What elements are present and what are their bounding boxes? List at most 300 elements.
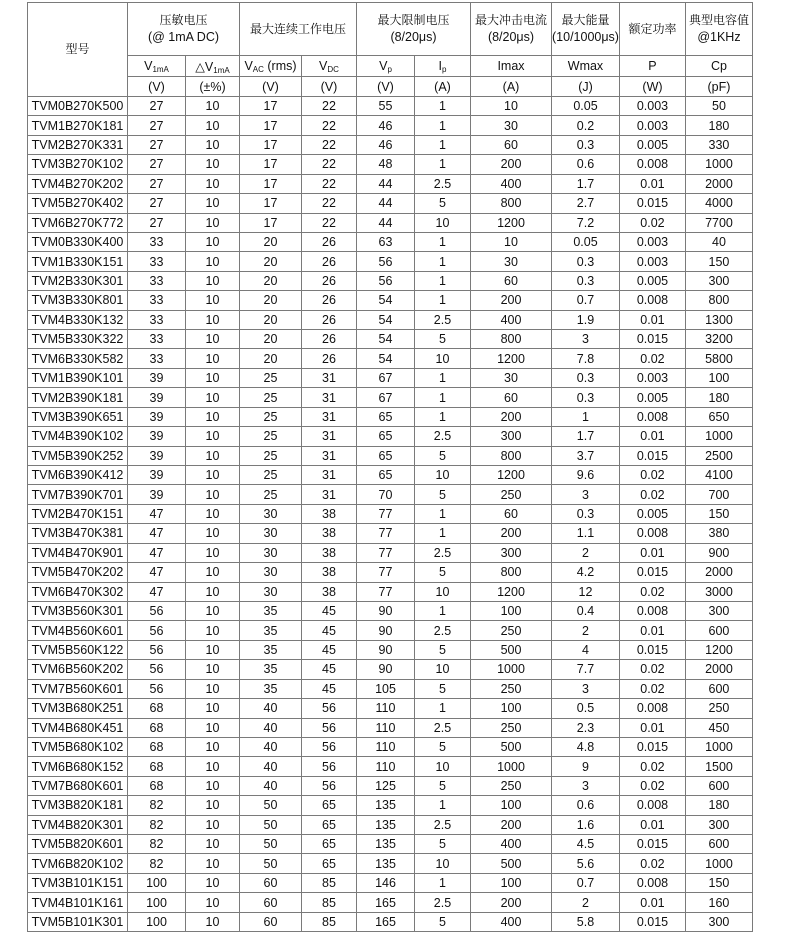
value-cell: 5 [415,485,471,504]
value-cell: 55 [357,97,415,116]
value-cell: 2000 [685,174,752,193]
model-cell: TVM1B330K151 [28,252,128,271]
value-cell: 10 [186,97,240,116]
value-cell: 56 [302,718,357,737]
value-cell: 45 [302,601,357,620]
value-cell: 150 [685,873,752,892]
value-cell: 60 [471,271,552,290]
value-cell: 10 [186,737,240,756]
value-cell: 1500 [685,757,752,776]
value-cell: 65 [302,854,357,873]
value-cell: 5 [415,194,471,213]
value-cell: 56 [357,252,415,271]
value-cell: 200 [471,524,552,543]
value-cell: 2 [552,543,620,562]
unit-cell: (V) [302,77,357,97]
value-cell: 90 [357,621,415,640]
unit-cell: (J) [552,77,620,97]
value-cell: 1 [415,291,471,310]
value-cell: 500 [471,640,552,659]
value-cell: 400 [471,912,552,931]
value-cell: 10 [415,854,471,873]
value-cell: 33 [128,291,186,310]
value-cell: 1000 [471,757,552,776]
value-cell: 10 [186,232,240,251]
symbol-delta-v1ma: $\triangle V_{1mA}$ [186,56,240,77]
model-cell: TVM5B101K301 [28,912,128,931]
value-cell: 600 [685,835,752,854]
value-cell: 77 [357,563,415,582]
table-row [28,446,753,465]
value-cell: 0.7 [552,291,620,310]
model-cell: TVM6B680K152 [28,757,128,776]
value-cell: 20 [240,330,302,349]
symbol-p: P [619,56,685,77]
value-cell: 65 [357,446,415,465]
value-cell: 63 [357,232,415,251]
value-cell: 2.5 [415,310,471,329]
table-row [28,563,753,582]
value-cell: 56 [302,737,357,756]
value-cell: 44 [357,174,415,193]
value-cell: 17 [240,194,302,213]
table-row [28,485,753,504]
value-cell: 4.8 [552,737,620,756]
table-row [28,330,753,349]
value-cell: 2.5 [415,621,471,640]
value-cell: 1000 [685,737,752,756]
value-cell: 10 [471,232,552,251]
value-cell: 50 [240,815,302,834]
value-cell: 7.7 [552,660,620,679]
value-cell: 67 [357,368,415,387]
value-cell: 35 [240,640,302,659]
value-cell: 5 [415,330,471,349]
value-cell: 10 [186,601,240,620]
value-cell: 0.05 [552,232,620,251]
value-cell: 10 [186,718,240,737]
value-cell: 1 [415,873,471,892]
value-cell: 1200 [471,466,552,485]
unit-cell: (A) [415,77,471,97]
value-cell: 10 [186,640,240,659]
unit-cell: (V) [128,77,186,97]
value-cell: 10 [186,330,240,349]
model-cell: TVM7B680K601 [28,776,128,795]
value-cell: 0.02 [619,776,685,795]
value-cell: 10 [186,873,240,892]
value-cell: 22 [302,213,357,232]
header-max-continuous-voltage [240,3,357,56]
value-cell: 10 [186,427,240,446]
value-cell: 31 [302,466,357,485]
value-cell: 10 [471,97,552,116]
value-cell: 100 [128,873,186,892]
value-cell: 0.01 [619,893,685,912]
value-cell: 1.7 [552,427,620,446]
value-cell: 0.003 [619,252,685,271]
value-cell: 1000 [685,854,752,873]
value-cell: 0.5 [552,699,620,718]
value-cell: 0.4 [552,601,620,620]
value-cell: 47 [128,543,186,562]
value-cell: 10 [186,466,240,485]
value-cell: 0.02 [619,485,685,504]
value-cell: 90 [357,640,415,659]
varistor-spec-table [27,2,753,932]
value-cell: 10 [186,757,240,776]
value-cell: 1 [415,135,471,154]
value-cell: 0.003 [619,97,685,116]
value-cell: 45 [302,640,357,659]
model-cell: TVM6B470K302 [28,582,128,601]
model-cell: TVM4B470K901 [28,543,128,562]
value-cell: 5 [415,835,471,854]
value-cell: 5 [415,640,471,659]
value-cell: 10 [415,660,471,679]
value-cell: 0.02 [619,582,685,601]
value-cell: 85 [302,873,357,892]
value-cell: 650 [685,407,752,426]
value-cell: 200 [471,893,552,912]
value-cell: 65 [302,815,357,834]
value-cell: 56 [302,699,357,718]
value-cell: 35 [240,660,302,679]
model-cell: TVM3B680K251 [28,699,128,718]
value-cell: 200 [471,155,552,174]
model-cell: TVM3B270K102 [28,155,128,174]
table-row [28,912,753,931]
model-cell: TVM5B270K402 [28,194,128,213]
value-cell: 250 [685,699,752,718]
value-cell: 65 [302,796,357,815]
value-cell: 56 [302,757,357,776]
value-cell: 800 [471,563,552,582]
value-cell: 10 [186,524,240,543]
value-cell: 700 [685,485,752,504]
table-row [28,699,753,718]
unit-cell: (W) [619,77,685,97]
value-cell: 0.01 [619,310,685,329]
value-cell: 100 [471,796,552,815]
value-cell: 2000 [685,563,752,582]
value-cell: 40 [240,718,302,737]
value-cell: 10 [186,116,240,135]
value-cell: 0.008 [619,796,685,815]
value-cell: 10 [186,660,240,679]
value-cell: 3 [552,776,620,795]
value-cell: 2 [552,621,620,640]
value-cell: 2.3 [552,718,620,737]
value-cell: 0.02 [619,466,685,485]
value-cell: 2.5 [415,893,471,912]
value-cell: 25 [240,388,302,407]
header-varistor-voltage [128,3,240,56]
value-cell: 3200 [685,330,752,349]
value-cell: 5 [415,446,471,465]
value-cell: 56 [128,660,186,679]
model-cell: TVM1B390K101 [28,368,128,387]
table-row [28,116,753,135]
value-cell: 30 [240,582,302,601]
value-cell: 30 [471,368,552,387]
value-cell: 200 [471,291,552,310]
value-cell: 20 [240,232,302,251]
value-cell: 40 [240,737,302,756]
value-cell: 10 [186,135,240,154]
value-cell: 1 [415,601,471,620]
value-cell: 10 [186,699,240,718]
table-row [28,601,753,620]
symbol-imax: Imax [471,56,552,77]
value-cell: 2.7 [552,194,620,213]
value-cell: 30 [240,524,302,543]
table-row [28,194,753,213]
value-cell: 26 [302,232,357,251]
value-cell: 1 [415,504,471,523]
value-cell: 600 [685,776,752,795]
value-cell: 0.005 [619,135,685,154]
value-cell: 44 [357,194,415,213]
value-cell: 1 [552,407,620,426]
value-cell: 250 [471,679,552,698]
value-cell: 3 [552,485,620,504]
value-cell: 25 [240,485,302,504]
header-group-row [28,3,753,56]
value-cell: 2500 [685,446,752,465]
table-row [28,232,753,251]
value-cell: 65 [302,835,357,854]
header-group-title: 最大冲击电流 [474,13,547,27]
value-cell: 0.015 [619,640,685,659]
value-cell: 0.005 [619,388,685,407]
table-row [28,582,753,601]
value-cell: 0.02 [619,757,685,776]
model-cell: TVM6B330K582 [28,349,128,368]
value-cell: 0.6 [552,155,620,174]
value-cell: 1 [415,388,471,407]
value-cell: 146 [357,873,415,892]
model-cell: TVM6B270K772 [28,213,128,232]
value-cell: 1 [415,699,471,718]
value-cell: 1000 [685,427,752,446]
value-cell: 1200 [471,349,552,368]
value-cell: 10 [186,291,240,310]
value-cell: 10 [186,194,240,213]
value-cell: 1.7 [552,174,620,193]
value-cell: 250 [471,621,552,640]
model-cell: TVM6B560K202 [28,660,128,679]
value-cell: 44 [357,213,415,232]
value-cell: 400 [471,174,552,193]
value-cell: 1.9 [552,310,620,329]
model-cell: TVM4B560K601 [28,621,128,640]
value-cell: 90 [357,660,415,679]
value-cell: 47 [128,582,186,601]
value-cell: 5 [415,679,471,698]
value-cell: 135 [357,854,415,873]
value-cell: 0.2 [552,116,620,135]
table-row [28,873,753,892]
value-cell: 4000 [685,194,752,213]
value-cell: 77 [357,524,415,543]
value-cell: 67 [357,388,415,407]
value-cell: 68 [128,776,186,795]
header-rated-power [619,3,685,56]
value-cell: 10 [186,621,240,640]
value-cell: 39 [128,427,186,446]
value-cell: 2.5 [415,815,471,834]
value-cell: 1 [415,271,471,290]
value-cell: 1 [415,97,471,116]
value-cell: 0.008 [619,601,685,620]
value-cell: 4.2 [552,563,620,582]
value-cell: 0.05 [552,97,620,116]
value-cell: 56 [128,621,186,640]
value-cell: 17 [240,116,302,135]
header-typical-capacitance [685,3,752,56]
value-cell: 1 [415,407,471,426]
model-cell: TVM4B820K301 [28,815,128,834]
value-cell: 38 [302,543,357,562]
model-cell: TVM6B820K102 [28,854,128,873]
value-cell: 77 [357,582,415,601]
value-cell: 10 [186,271,240,290]
table-row [28,640,753,659]
value-cell: 1200 [471,582,552,601]
value-cell: 17 [240,213,302,232]
value-cell: 150 [685,504,752,523]
model-cell: TVM4B680K451 [28,718,128,737]
value-cell: 110 [357,757,415,776]
value-cell: 3.7 [552,446,620,465]
value-cell: 90 [357,601,415,620]
value-cell: 1 [415,796,471,815]
value-cell: 900 [685,543,752,562]
value-cell: 500 [471,854,552,873]
value-cell: 82 [128,796,186,815]
value-cell: 0.3 [552,368,620,387]
value-cell: 110 [357,699,415,718]
table-row [28,718,753,737]
value-cell: 22 [302,135,357,154]
value-cell: 77 [357,543,415,562]
value-cell: 300 [685,912,752,931]
value-cell: 54 [357,330,415,349]
value-cell: 26 [302,291,357,310]
value-cell: 10 [186,563,240,582]
model-cell: TVM4B270K202 [28,174,128,193]
value-cell: 0.02 [619,213,685,232]
table-row [28,291,753,310]
table-row [28,466,753,485]
value-cell: 40 [240,776,302,795]
value-cell: 5.6 [552,854,620,873]
value-cell: 100 [471,699,552,718]
value-cell: 300 [471,427,552,446]
model-cell: TVM3B560K301 [28,601,128,620]
value-cell: 27 [128,97,186,116]
value-cell: 25 [240,407,302,426]
value-cell: 40 [240,757,302,776]
value-cell: 22 [302,194,357,213]
value-cell: 35 [240,601,302,620]
value-cell: 35 [240,621,302,640]
value-cell: 33 [128,310,186,329]
value-cell: 60 [471,135,552,154]
table-row [28,427,753,446]
value-cell: 56 [128,640,186,659]
value-cell: 22 [302,174,357,193]
value-cell: 135 [357,835,415,854]
value-cell: 22 [302,97,357,116]
value-cell: 10 [186,796,240,815]
model-cell: TVM5B680K102 [28,737,128,756]
header-group-condition: @1KHz [697,30,741,44]
value-cell: 0.005 [619,504,685,523]
value-cell: 47 [128,563,186,582]
value-cell: 100 [471,873,552,892]
value-cell: 0.3 [552,388,620,407]
value-cell: 56 [357,271,415,290]
model-cell: TVM4B330K132 [28,310,128,329]
value-cell: 20 [240,252,302,271]
value-cell: 68 [128,718,186,737]
value-cell: 39 [128,485,186,504]
header-group-title: 额定功率 [628,21,677,36]
model-cell: TVM6B390K412 [28,466,128,485]
value-cell: 25 [240,446,302,465]
model-header: 型号 [28,3,128,97]
table-row [28,835,753,854]
value-cell: 47 [128,504,186,523]
value-cell: 31 [302,485,357,504]
value-cell: 10 [186,310,240,329]
value-cell: 450 [685,718,752,737]
value-cell: 5800 [685,349,752,368]
model-cell: TVM2B470K151 [28,504,128,523]
value-cell: 26 [302,349,357,368]
value-cell: 9 [552,757,620,776]
value-cell: 10 [186,815,240,834]
value-cell: 5 [415,912,471,931]
value-cell: 10 [186,213,240,232]
value-cell: 180 [685,116,752,135]
value-cell: 5 [415,737,471,756]
value-cell: 800 [471,446,552,465]
header-max-peak-current [471,3,552,56]
value-cell: 27 [128,155,186,174]
model-cell: TVM0B330K400 [28,232,128,251]
table-row [28,213,753,232]
value-cell: 0.02 [619,854,685,873]
header-group-title: 典型电容值 [688,13,749,27]
value-cell: 31 [302,407,357,426]
value-cell: 9.6 [552,466,620,485]
value-cell: 330 [685,135,752,154]
value-cell: 10 [186,349,240,368]
table-body [28,97,753,932]
value-cell: 0.7 [552,873,620,892]
value-cell: 20 [240,349,302,368]
table-row [28,155,753,174]
value-cell: 0.008 [619,291,685,310]
value-cell: 65 [357,466,415,485]
value-cell: 4100 [685,466,752,485]
value-cell: 2.5 [415,718,471,737]
value-cell: 0.015 [619,330,685,349]
value-cell: 30 [471,116,552,135]
